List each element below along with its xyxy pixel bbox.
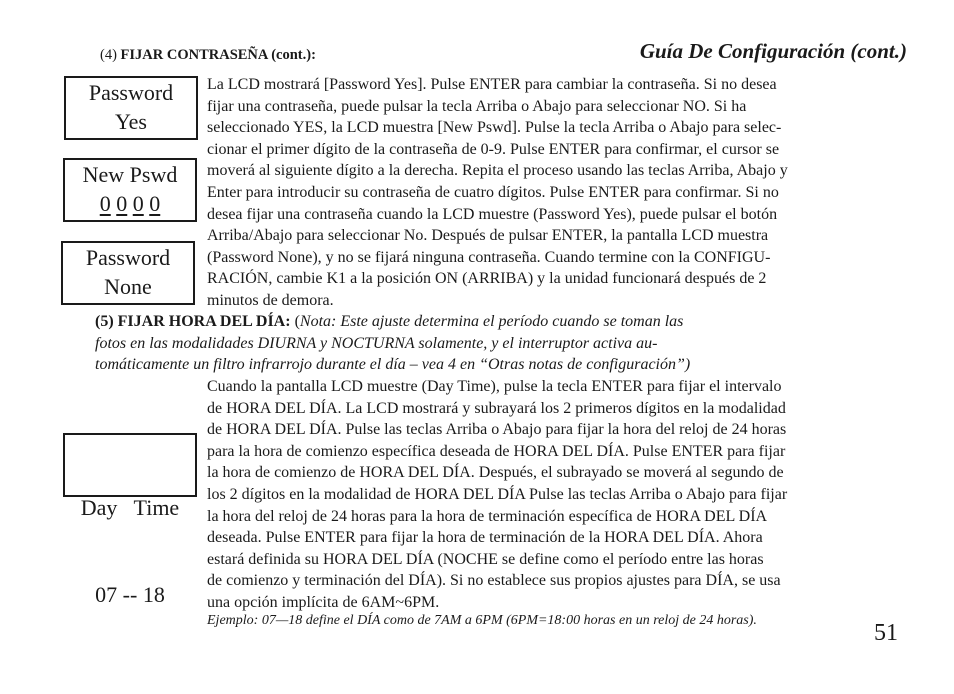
- lcd-digit: 0: [149, 191, 161, 216]
- text-line: RACIÓN, cambie K1 a la posición ON (ARRIBA) y la unidad funcionará después de 2: [207, 270, 767, 288]
- section-4-heading: [100, 47, 316, 64]
- lcd-digits: [65, 189, 195, 218]
- lcd-day-time: [63, 433, 197, 607]
- text-line: de HORA DEL DÍA. Pulse las teclas Arriba o Abajo para fijar la hora del reloj de 24 horas: [207, 421, 787, 439]
- lcd-password-yes: [64, 76, 198, 140]
- text-line: deseada. Pulse ENTER para fijar la hora de terminación de la HORA DEL DÍA. Ahora: [207, 529, 763, 547]
- text-line: moverá al siguiente dígito a la derecha. Repita el proceso usando las teclas Arriba, Abajo y: [207, 162, 788, 180]
- lcd-line: Password: [88, 80, 174, 105]
- page-number: 51: [874, 620, 898, 646]
- lcd-line: Password: [85, 245, 171, 270]
- text-line: la hora del reloj de 24 horas para la hora de terminación específica de HORA DEL DÍA: [207, 507, 768, 525]
- text-line: para la hora de comienzo específica deseada de HORA DEL DÍA. Pulse ENTER para fijar: [207, 442, 786, 460]
- lcd-new-pswd: [63, 158, 197, 222]
- text-line: La LCD mostrará [Password Yes]. Pulse ENTER para cambiar la contraseña. Si no desea: [207, 76, 777, 93]
- lcd-password-none: [61, 241, 195, 305]
- section-5-heading: (5) FIJAR HORA DEL DÍA:: [95, 313, 291, 330]
- lcd-line: Yes: [114, 109, 147, 134]
- text-line: la hora de comienzo de HORA DEL DÍA. Después, el subrayado se moverá al segundo de: [207, 464, 784, 482]
- text-line: (Password None), y no se fijará ninguna contraseña. Cuando termine con la CONFIGU-: [207, 248, 771, 266]
- section-4-body: [207, 74, 788, 312]
- text-line: de comienzo y terminación del DÍA). Si no establece sus propios ajustes para DÍA, se usa: [207, 572, 781, 590]
- note-line: Nota: Este ajuste determina el período cuando se toman las: [299, 313, 684, 330]
- text-line: Cuando la pantalla LCD muestre (Day Time), pulse la tecla ENTER para fijar el intervalo: [207, 378, 782, 395]
- note-line: tomáticamente un filtro infrarrojo durante el día – vea 4 en “Otras notas de configuración”): [95, 356, 691, 374]
- text-line: cionar el primer dígito de la contraseña de 0-9. Pulse ENTER para confirmar, el cursor se: [207, 140, 780, 158]
- example-note: Ejemplo: 07—18 define el DÍA como de 7AM a 6PM (6PM=18:00 horas en un reloj de 24 horas).: [207, 613, 757, 628]
- text-line: minutos de demora.: [207, 291, 334, 309]
- lcd-line: None: [104, 274, 152, 299]
- section-5-body: [207, 376, 787, 614]
- text-line: una opción implícita de 6AM~6PM.: [207, 593, 440, 611]
- text-line: los 2 dígitos en la modalidad de HORA DEL DÍA Pulse las teclas Arriba o Abajo para fijar: [207, 485, 788, 503]
- lcd-line: 07 -- 18: [95, 582, 165, 607]
- note-paren: (: [294, 313, 300, 330]
- text-line: Enter para introducir su contraseña de cuatro dígitos. Pulse ENTER para confirmar. Si no: [207, 183, 779, 201]
- text-line: desea fijar una contraseña cuando la LCD muestre (Password Yes), puede pulsar el botón: [207, 205, 778, 223]
- section-5-intro: [95, 311, 690, 376]
- lcd-digit: 0: [99, 191, 111, 216]
- lcd-line: New Pswd: [82, 162, 178, 187]
- text-line: Arriba/Abajo para seleccionar No. Después de pulsar ENTER, la pantalla LCD muestra: [207, 227, 769, 245]
- lcd-digit: 0: [116, 191, 128, 216]
- text-line: de HORA DEL DÍA. La LCD mostrará y subrayará los 2 primeros dígitos en la modalidad: [207, 399, 786, 417]
- lcd-line: Day Time: [80, 495, 180, 520]
- text-line: seleccionado YES, la LCD muestra [New Pswd]. Pulse la tecla Arriba o Abajo para selec-: [207, 119, 782, 137]
- text-line: fijar una contraseña, puede pulsar la tecla Arriba o Abajo para seleccionar NO. Si ha: [207, 97, 747, 115]
- guide-title: Guía De Configuración (cont.): [639, 39, 907, 63]
- section-5-heading-line: [95, 311, 690, 333]
- note-line: fotos en las modalidades DIURNA y NOCTURNA solamente, y el interruptor activa au-: [95, 334, 658, 352]
- section-4-title: FIJAR CONTRASEÑA (cont.):: [120, 47, 316, 63]
- section-4-number: (4): [100, 47, 117, 63]
- lcd-digit: 0: [132, 191, 144, 216]
- text-line: estará definida su HORA DEL DÍA (NOCHE se define como el período entre las horas: [207, 550, 764, 568]
